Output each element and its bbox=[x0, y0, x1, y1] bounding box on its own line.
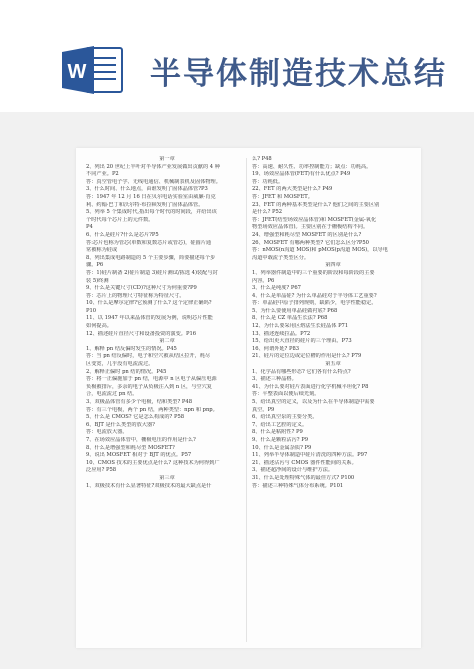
word-icon-letter: W bbox=[67, 61, 87, 83]
text-line: 答：芯片上的物理尺寸特征称为特征尺寸。 bbox=[86, 292, 185, 299]
text-line: 2、列出 20 世纪上半叶对半导体产业发展做出贡献的 4 种 bbox=[86, 163, 220, 170]
text-line: P10 bbox=[86, 307, 97, 314]
text-line: 1、列举器件制造中的三个重要的阶段和每阶段的主要 bbox=[252, 269, 375, 276]
text-line: 6、给出真空泵的主要分类。 bbox=[252, 414, 318, 421]
text-line: 答：JFET 和 MOSFET。 bbox=[252, 193, 313, 200]
text-line: 3、什么时间、什么地点，由谁发明了固体晶体管?P3 bbox=[86, 186, 208, 193]
text-line: 答：当 pn 结反偏时，电子和空穴被从结区拉开，耗尽 bbox=[86, 353, 211, 360]
text-line: 答：JFET(结型场效应晶体管)和 MOSFET(金属-氧化 bbox=[252, 216, 377, 223]
text-line: 24、增强型和耗尽型 MOSFET 的区别是什么? bbox=[252, 231, 362, 238]
text-line: 5、给出真空的定义，以及为什么在半导体制造中需要 bbox=[252, 399, 375, 405]
text-line: 如何提高。 bbox=[86, 323, 112, 330]
text-line: 10、什么是摩尔定律?它预测了什么? 这个定律正确吗? bbox=[86, 300, 212, 307]
text-line: 3、描述三种晶格。 bbox=[252, 376, 297, 383]
text-line: 9、什么是关键尺寸(CD)?这种尺寸为何重要?P9 bbox=[86, 285, 197, 292]
text-line: 答：功耗低。 bbox=[252, 178, 284, 185]
text-line: 第四章 bbox=[325, 262, 341, 269]
text-line: 8、列出集成电路制造的 5 个主要步骤，简要描述每个步 bbox=[86, 254, 216, 261]
text-line: 8、什么是增强型和耗尽型 MOSFET? bbox=[86, 444, 175, 451]
text-line: 22、FET 的两大类型是什么? P49 bbox=[252, 186, 333, 193]
text-line: 真空。P9 bbox=[252, 406, 275, 413]
text-line: 答：将一正偏施加于 pn 结，电源中 n 区电子从偏压电源 bbox=[86, 376, 217, 383]
word-document-icon bbox=[62, 44, 124, 96]
text-line: 7、在场效应晶体管中，栅极电压的作用是什么? bbox=[86, 436, 196, 443]
text-line: 6、什么是硅片?什么是芯片?P5 bbox=[86, 231, 159, 238]
header bbox=[0, 0, 474, 112]
text-line: 合，电流流过 pn 结。 bbox=[86, 391, 138, 398]
text-line: 10、什么是金属杂质? P9 bbox=[252, 444, 312, 451]
text-line: 是什么? P52 bbox=[252, 209, 283, 216]
text-line: 21、描述沾污与 CMOS 器件性能间的关系。 bbox=[252, 459, 357, 466]
text-line: 41、为什么要对硅片表面进行化学机械平坦化? P8 bbox=[252, 383, 369, 390]
text-line: 2、解释正偏时 pn 结的情况。P45 bbox=[86, 368, 167, 375]
text-line: 1、双极技术有什么显著特征?双极技术的最大缺点是什 bbox=[86, 482, 212, 489]
text-line: 5、什么是 CMOS? 它是怎么构成的? P58 bbox=[86, 414, 185, 421]
text-line: 第二章 bbox=[159, 338, 175, 345]
text-line: 利、约翰·巴丁和沃尔特·布拉顿发明了固体晶体管。 bbox=[86, 201, 204, 208]
text-line: 3、描述超净间的设计与维护方法。 bbox=[252, 467, 334, 474]
column-divider bbox=[246, 158, 247, 642]
text-line: 么? P48 bbox=[252, 156, 272, 162]
text-line: 9、什么是颗粒沾污? P9 bbox=[252, 436, 309, 443]
text-line: 物型场效应晶体管)。主要区别在于栅极结构不同。 bbox=[252, 224, 369, 231]
text-line: 12、为什么要采用区熔法生长硅晶体 P71 bbox=[252, 323, 349, 330]
text-line: 第五章 bbox=[325, 361, 341, 368]
text-line: 5、为什么要使用单晶硅做衬底? P68 bbox=[252, 307, 338, 314]
text-line: 8、什么是 CZ 单晶生长法? P68 bbox=[252, 315, 328, 322]
text-line: 21、硅片的定位边或定位槽的作用是什么? P79 bbox=[252, 353, 362, 360]
text-line: 装 5)终测 bbox=[86, 277, 109, 284]
text-line: 答：电流放大器。 bbox=[86, 429, 128, 436]
text-line: 3、什么是纯度? P67 bbox=[252, 285, 301, 292]
text-line: 第三章 bbox=[159, 474, 175, 481]
text-line: P4 bbox=[86, 224, 93, 231]
text-line: 26、MOSFET 有哪两种类型? 它们怎么区分?P50 bbox=[252, 239, 369, 246]
text-line: 答：高速、耐久性、功率控制能力；缺点：功耗高。 bbox=[252, 163, 372, 170]
right-column bbox=[252, 156, 414, 490]
page-title: 半导体制造技术总结 bbox=[150, 56, 447, 92]
text-line: 泛应用? P58 bbox=[86, 467, 117, 474]
text-line: 4、什么是单晶硅? 为什么单晶硅对于半导体工艺重要? bbox=[252, 292, 377, 299]
text-line: 答：nMOS(n沟道 MOS)和 pMOS(p沟道 MOS)，以导电 bbox=[252, 247, 388, 254]
text-line: 13、描述连续拉晶。P72 bbox=[252, 330, 311, 337]
text-line: 答：单晶硅中原子排列规则，缺陷少，电学性能稳定。 bbox=[252, 300, 377, 307]
text-line: 5、列举 5 个集成时代,指出每个时代的时间段，并给出该 bbox=[86, 209, 217, 216]
text-line: 11、列举半导体制造中硅片清洗的四种方法。P97 bbox=[252, 452, 368, 459]
text-line: 答：真空管电子学、无线电通信、机械制表机及固体物理。 bbox=[86, 178, 221, 185]
text-line: 31、什么是处理特殊气体的最佳方式? P100 bbox=[252, 474, 355, 481]
text-line: 1、化学品有哪些形态? 它们各有什么特点? bbox=[252, 368, 351, 375]
text-line: 负极被排斥，多余的电子从负极注入到 n 区，与空穴复 bbox=[86, 383, 212, 390]
text-line: 8、什么是粘附性? P9 bbox=[252, 429, 303, 436]
text-line: 区变宽，几乎没有电流流过。 bbox=[86, 361, 154, 368]
text-line: 19、场效应晶体管(FET)有什么优点? P49 bbox=[252, 171, 351, 178]
text-line: 不同产业。P2 bbox=[86, 171, 119, 178]
text-line: 第一章 bbox=[159, 156, 175, 162]
text-line: 10、CMOS 技术的主要优点是什么? 这种技术为何得到广 bbox=[86, 459, 220, 466]
text-line: 答：有三个电极，两个 pn 结，两种类型：npn 和 pnp。 bbox=[86, 406, 218, 413]
text-line: 12、描述硅片直径尺寸和设备投资的演变。P16 bbox=[86, 330, 197, 337]
text-line: 3、双极晶体管有多少个电极，结和类型? P48 bbox=[86, 399, 193, 405]
text-line: 1、解释 pn 结反偏时发生的情况。P45 bbox=[86, 345, 177, 352]
text-line: 骤。P6 bbox=[86, 262, 104, 269]
text-line: 个时代每个芯片上的元件数。 bbox=[86, 216, 154, 223]
text-line: 11、以 1947 年以来晶体管的发展为例，说明芯片性能 bbox=[86, 315, 213, 322]
text-line: 常被称为硅或 bbox=[86, 247, 118, 254]
text-line: 答：描述三种特殊气体分布系统。P101 bbox=[252, 482, 344, 489]
text-line: 答：1)硅片制备 2)硅片制造 3)硅片测试/拣选 4)装配与封 bbox=[86, 269, 218, 276]
document-page bbox=[76, 148, 421, 648]
text-line: 16、何谓外延? P83 bbox=[252, 345, 300, 352]
left-column bbox=[86, 156, 248, 490]
text-line: 沟道中载流子类型区分。 bbox=[252, 254, 310, 261]
text-line: 7、给出工艺腔的定义。 bbox=[252, 421, 308, 428]
text-line: 答：1947 年 12 月 16 日在贝尔电话实验室由威廉·肖克 bbox=[86, 193, 216, 200]
text-line: 答：平整表面以便后续光刻。 bbox=[252, 391, 320, 398]
text-line: 答:芯片也称为管芯(单数和复数芯片或管芯)，硅圆片通 bbox=[86, 239, 212, 246]
text-line: 23、FET 的两种基本类型是什么? 他们之间的主要区别 bbox=[252, 201, 380, 208]
text-line: 6、BJT 是什么类型的放大器? bbox=[86, 421, 155, 428]
text-line: 15、给出更大直径的硅片的三个理由。P73 bbox=[252, 338, 352, 345]
text-line: 9、说出 MOSFET 相对于 BJT 的优点。P57 bbox=[86, 452, 192, 459]
text-line: 内容。P6 bbox=[252, 277, 275, 284]
